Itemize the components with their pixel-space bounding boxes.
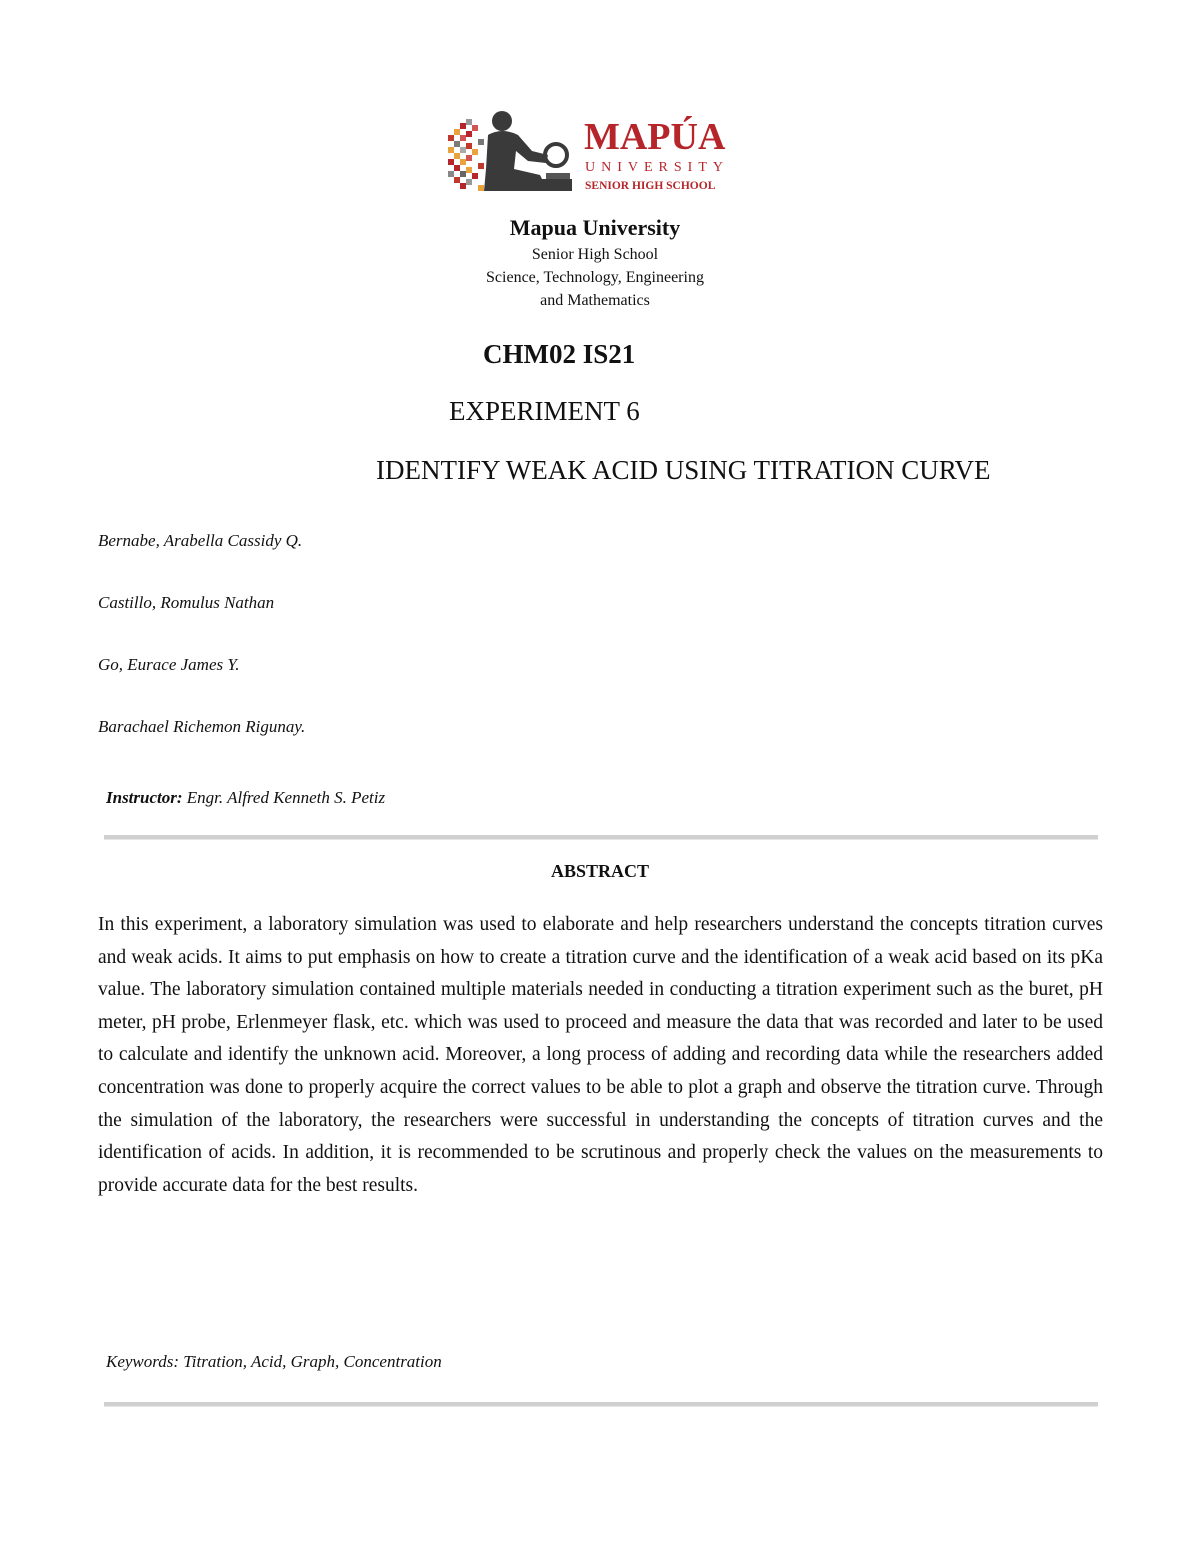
instructor-line (106, 788, 385, 808)
logo-name: MAPÚA (584, 116, 726, 158)
instructor-name: Engr. Alfred Kenneth S. Petiz (186, 788, 386, 807)
department-line: Senior High School (531, 246, 659, 263)
author-name: Castillo, Romulus Nathan (98, 593, 275, 612)
abstract-heading: ABSTRACT (550, 861, 650, 881)
university-logo (444, 105, 740, 205)
abstract-body: In this experiment, a laboratory simulation was used to elaborate and help researchers understand the concepts titration curves and weak acids. It aims to put emphasis on how to create a titration curve and the identification of a weak acid based on its pKa value. The laboratory simulation contained multiple materials needed in conducting a titration experiment such as the buret, pH meter, pH probe, Erlenmeyer flask, etc. which was used to proceed and measure the data that was recorded and later to be used to calculate and identify the unknown acid. Moreover, a long process of adding and recording data while the researchers added concentration was done to properly acquire the correct values to be able to plot a graph and observe the titration curve. Through the simulation of the laboratory, the researchers were successful in understanding the concepts of titration curves and the identification of acids. In addition, it is recommended to be scrutinous and properly check the values on the measurements to provide accurate data for the best results. (98, 914, 1103, 1196)
author-name: Bernabe, Arabella Cassidy Q. (98, 531, 303, 550)
university-name: Mapua University (509, 215, 681, 240)
university-block (400, 213, 790, 312)
section-divider (104, 1402, 1098, 1407)
experiment-number: EXPERIMENT 6 (449, 396, 640, 426)
department-line: and Mathematics (540, 292, 650, 309)
logo-figure (484, 111, 572, 191)
department-line: Science, Technology, Engineering (486, 269, 704, 286)
experiment-title: IDENTIFY WEAK ACID USING TITRATION CURVE (376, 455, 991, 485)
section-divider (104, 835, 1098, 840)
logo-university: UNIVERSITY (585, 160, 729, 175)
logo-school: SENIOR HIGH SCHOOL (585, 180, 716, 192)
author-list (98, 530, 305, 778)
logo-mosaic (448, 119, 484, 191)
author-name: Go, Eurace James Y. (98, 655, 240, 674)
course-code: CHM02 IS21 (483, 339, 636, 369)
instructor-label: Instructor: (106, 788, 183, 807)
keywords-line: Keywords: Titration, Acid, Graph, Concentration (106, 1352, 442, 1371)
author-name: Barachael Richemon Rigunay. (98, 717, 306, 736)
